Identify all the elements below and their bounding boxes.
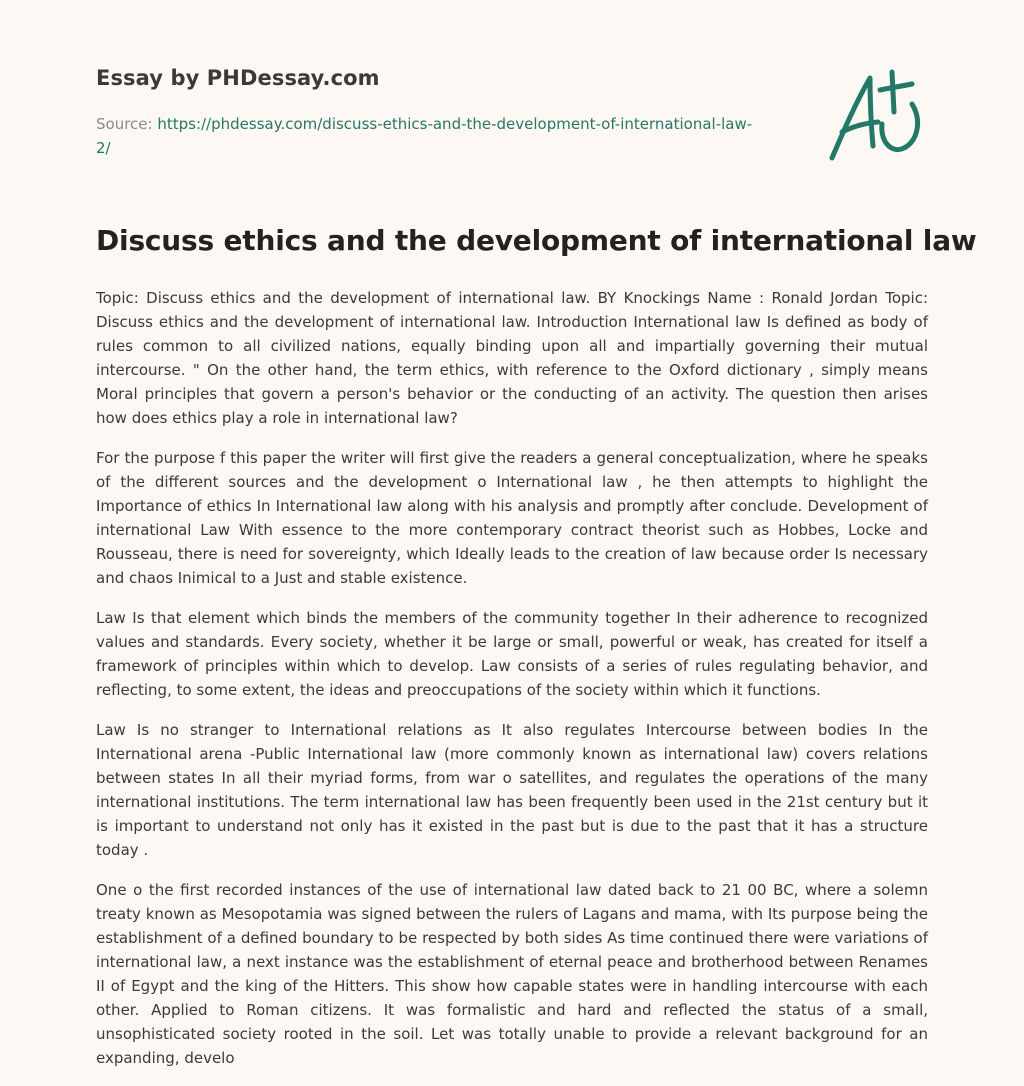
paragraph: Topic: Discuss ethics and the development of international law. BY Knockings Name : Ronald Jordan Topic: Discuss ethics and the development of international law. Introduction International law Is defined as body of rules common to all civilized nations, equally binding upon all and impartially governing their mutual intercourse. " On the other hand, the term ethics, with reference to the Oxford dictionary , simply means Moral principles that govern a person's behavior or the conducting of an activity. The question then arises how does ethics play a role in international law?	[96, 289, 928, 427]
document-page	[96, 0, 977, 1067]
paragraph: Law Is no stranger to International relations as It also regulates Intercourse between bodies In the International arena -Public International law (more commonly known as international law) covers relations between states In all their myriad forms, from war o satellites, and regulates the operations of the many international institutions. The term international law has been frequently been used in the 21st century but it is important to understand not only has it existed in the past but is due to the past that it has a structure today .	[96, 721, 928, 859]
paragraph: One o the first recorded instances of the use of international law dated back to 21 00 BC, where a solemn treaty known as Mesopotamia was signed between the rulers of Lagans and mama, with Its purpose being the establishment of a defined boundary to be respected by both sides As time continued there were variations of international law, a next instance was the establishment of eternal peace and brotherhood between Renames II of Egypt and the king of the Hitters. This show how capable states were in handling intercourse with each other. Applied to Roman citizens. It was formalistic and hard and reflected the status of a small, unsophisticated society rooted in the soil. Let was totally unable to provide a relevant background for an expanding, develo	[96, 881, 928, 1067]
source-label: Source:	[96, 115, 158, 133]
article-body	[96, 286, 928, 1086]
brand-title: Essay by PHDessay.com	[96, 66, 380, 90]
paragraph: For the purpose f this paper the writer will first give the readers a general conceptualization, where he speaks of the different sources and the development o International law , he then attempts to highlight the Importance of ethics In International law along with his analysis and promptly after conclude. Development of international Law With essence to the more contemporary contract theorist such as Hobbes, Locke and Rousseau, there is need for sovereignty, which Ideally leads to the creation of law because order Is necessary and chaos Inimical to a Just and stable existence.	[96, 449, 928, 587]
a-plus-logo-icon	[826, 68, 926, 164]
article-title: Discuss ethics and the development of international law	[96, 224, 977, 257]
source-line	[96, 112, 756, 160]
source-link[interactable]: https://phdessay.com/discuss-ethics-and-the-development-of-international-law-2/	[96, 115, 753, 157]
paragraph: Law Is that element which binds the members of the community together In their adherence to recognized values and standards. Every society, whether it be large or small, powerful or weak, has created for itself a framework of principles within which to develop. Law consists of a series of rules regulating behavior, and reflecting, to some extent, the ideas and preoccupations of the society within which it functions.	[96, 609, 928, 699]
document-header	[96, 0, 928, 190]
